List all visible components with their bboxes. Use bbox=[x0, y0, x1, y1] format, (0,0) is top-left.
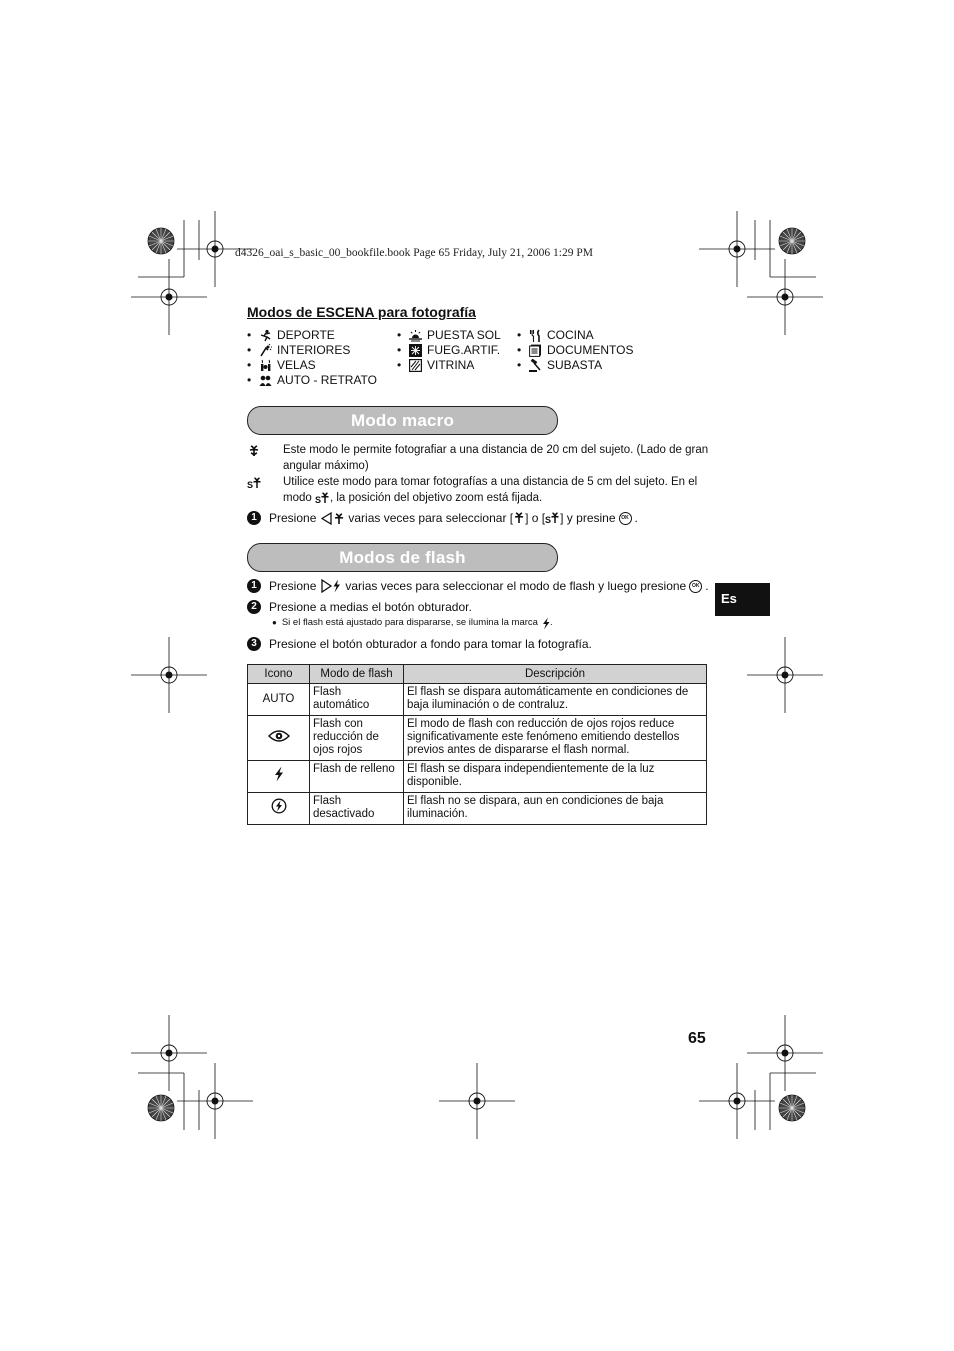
ok-button-icon: OK bbox=[619, 512, 632, 525]
table-row bbox=[248, 761, 707, 793]
list-item: • FUEG.ARTIF. bbox=[397, 343, 501, 357]
list-item: • AUTO - RETRATO bbox=[247, 373, 378, 387]
scene-list-col-2 bbox=[397, 328, 501, 373]
flash-off-icon bbox=[271, 798, 287, 814]
table-row bbox=[248, 716, 707, 761]
flash-note: ● Si el flash está ajustado para dispararse, se ilumina la marca . bbox=[272, 617, 553, 628]
flash-mode-name: Flash con reducción de ojos rojos bbox=[310, 716, 404, 761]
svg-text:S: S bbox=[314, 494, 321, 504]
scene-label: SUBASTA bbox=[547, 358, 603, 372]
list-item: • INTERIORES bbox=[247, 343, 351, 357]
sport-icon bbox=[259, 329, 272, 342]
indoor-icon bbox=[259, 344, 272, 357]
super-macro-icon bbox=[315, 492, 330, 504]
step-number: 3 bbox=[247, 637, 261, 651]
auction-icon bbox=[529, 359, 542, 372]
self-portrait-icon bbox=[259, 374, 272, 387]
step-number: 2 bbox=[247, 600, 261, 614]
ok-button-icon: OK bbox=[689, 580, 702, 593]
scene-label: FUEG.ARTIF. bbox=[427, 343, 501, 357]
scene-label: PUESTA SOL bbox=[427, 328, 501, 342]
list-item: • VITRINA bbox=[397, 358, 475, 372]
flash-mode-table bbox=[247, 664, 707, 825]
flash-mode-description: El flash no se dispara, aun en condiciones de baja iluminación. bbox=[404, 793, 707, 825]
scene-label: VELAS bbox=[277, 358, 316, 372]
scene-label: DOCUMENTOS bbox=[547, 343, 634, 357]
list-item: • DEPORTE bbox=[247, 328, 335, 342]
flash-icon bbox=[274, 766, 284, 782]
sunset-icon bbox=[409, 329, 422, 342]
flash-mode-description: El flash se dispara automáticamente en condiciones de baja iluminación o de contraluz. bbox=[404, 684, 707, 716]
table-row bbox=[248, 684, 707, 716]
flash-section-title: Modos de flash bbox=[247, 543, 558, 572]
step-number: 1 bbox=[247, 579, 261, 593]
list-item: • PUESTA SOL bbox=[397, 328, 501, 342]
scene-label: AUTO - RETRATO bbox=[277, 373, 378, 387]
table-header-row bbox=[248, 665, 707, 684]
scene-label: VITRINA bbox=[427, 358, 475, 372]
step-number: 1 bbox=[247, 511, 261, 525]
auto-flash-icon: AUTO bbox=[248, 684, 310, 716]
red-eye-icon bbox=[268, 729, 290, 743]
macro-icon bbox=[248, 445, 260, 457]
list-item: • COCINA bbox=[517, 328, 594, 342]
flash-mode-description: El modo de flash con reducción de ojos rojos reduce significativamente este fenómeno emitiendo destellos previos antes de dispararse el flash normal. bbox=[404, 716, 707, 761]
scene-label: COCINA bbox=[547, 328, 594, 342]
scene-label: INTERIORES bbox=[277, 343, 351, 357]
table-row bbox=[248, 793, 707, 825]
page-number: 65 bbox=[688, 1030, 706, 1047]
column-header-mode: Modo de flash bbox=[310, 665, 404, 684]
list-item: • DOCUMENTOS bbox=[517, 343, 634, 357]
flash-mode-name: Flash automático bbox=[310, 684, 404, 716]
macro-section-title: Modo macro bbox=[247, 406, 558, 435]
super-macro-icon bbox=[545, 512, 560, 524]
language-tab: Es bbox=[715, 583, 770, 616]
list-item: • SUBASTA bbox=[517, 358, 603, 372]
flash-step-2: 2 Presione a medias el botón obturador. bbox=[247, 599, 472, 615]
flash-mode-description: El flash se dispara independientemente de la luz disponible. bbox=[404, 761, 707, 793]
scene-list-col-3 bbox=[517, 328, 633, 373]
scene-modes-heading: Modos de ESCENA para fotografía bbox=[247, 304, 476, 320]
column-header-description: Descripción bbox=[404, 665, 707, 684]
print-header: d4326_oai_s_basic_00_bookfile.book Page 65 Friday, July 21, 2006 1:29 PM bbox=[235, 247, 593, 259]
cuisine-icon bbox=[529, 329, 542, 342]
svg-text:S: S bbox=[545, 515, 552, 524]
arrow-right-flash-icon bbox=[321, 579, 341, 593]
macro-step-1: 1 Presione varias veces para seleccionar [ ] o [ S ] y presine OK . bbox=[247, 510, 638, 526]
arrow-left-macro-icon bbox=[321, 512, 345, 525]
flash-step-3: 3 Presione el botón obturador a fondo para tomar la fotografía. bbox=[247, 636, 592, 652]
flash-mode-name: Flash desactivado bbox=[310, 793, 404, 825]
flash-mode-name: Flash de relleno bbox=[310, 761, 404, 793]
flash-icon bbox=[542, 617, 550, 630]
scene-list-col-1 bbox=[247, 328, 377, 388]
super-macro-icon bbox=[247, 477, 262, 489]
macro-icon bbox=[513, 512, 525, 524]
behind-glass-icon bbox=[409, 359, 422, 372]
column-header-icon: Icono bbox=[248, 665, 310, 684]
scene-label: DEPORTE bbox=[277, 328, 335, 342]
flash-step-1: 1 Presione varias veces para seleccionar el modo de flash y luego presione OK . bbox=[247, 578, 709, 594]
list-item: • VELAS bbox=[247, 358, 316, 372]
candle-icon bbox=[259, 359, 272, 372]
super-macro-description: Utilice este modo para tomar fotografías a una distancia de 5 cm del sujeto. En el modo S , la posición del objetivo zoom está fijada. bbox=[283, 476, 698, 504]
macro-description: Este modo le permite fotografiar a una distancia de 20 cm del sujeto. (Lado de gran angular máximo) bbox=[283, 444, 709, 472]
documents-icon bbox=[529, 344, 542, 357]
fireworks-icon bbox=[409, 344, 422, 357]
svg-text:S: S bbox=[247, 480, 254, 489]
